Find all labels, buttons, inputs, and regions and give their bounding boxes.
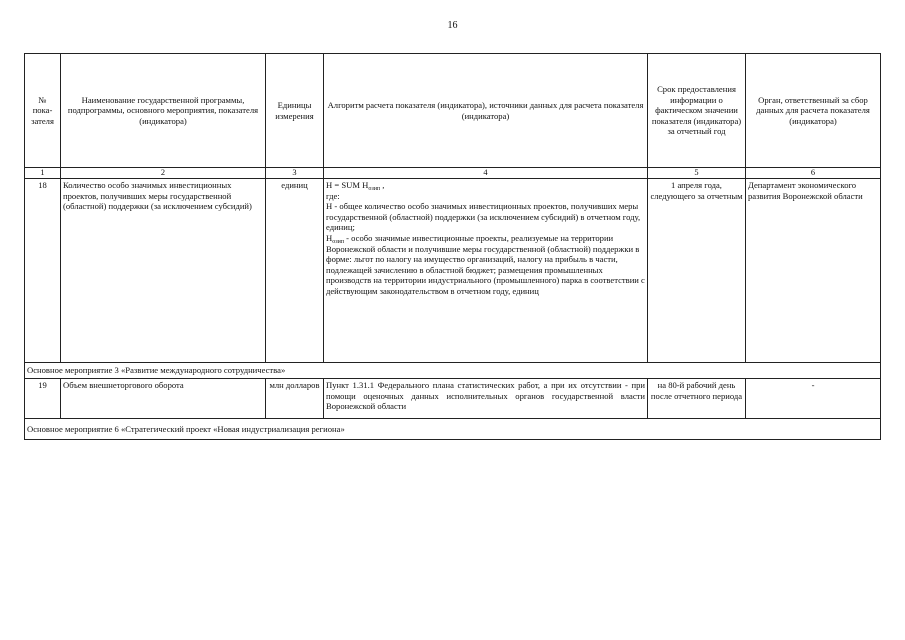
section-row (25, 363, 881, 379)
column-number: 4 (324, 168, 648, 179)
indicator-name: Количество особо значимых инвестиционных проектов, получивших меры государственной (областной) поддержки (за исключением субсидий) (61, 179, 266, 363)
hozip-symbol: H (326, 232, 333, 243)
header-unit: Единицы измерения (266, 54, 324, 168)
where-label: где: (326, 190, 340, 201)
responsible-organ: - (746, 379, 881, 419)
column-number: 2 (61, 168, 266, 179)
section-row (25, 419, 881, 440)
column-number: 3 (266, 168, 324, 179)
formula (326, 180, 645, 191)
hozip-text: - особо значимые инвестиционные проекты, реализуемые на территории Воронежской области и получившие меры государственной (областной) поддержки в форме: льгот по налогу на имущество организаций, налогу на прибыль в части, подлежащей зачислению в областной бюджет; размещения промышленных производств на территории индустриального (промышленного) парка в соответствии с действующим законодательством в отчетном году, единиц (326, 232, 645, 296)
unit-of-measure: единиц (266, 179, 324, 363)
formula-tail: , (380, 180, 385, 190)
header-deadline: Срок предоставления информации о фактическом значении показателя (индикатора) за отчетный год (648, 54, 746, 168)
column-numbers-row (25, 168, 881, 179)
calculation-algorithm: Пункт 1.31.1 Федерального плана статистических работ, а при их отсутствии - при помощи оценочных данных исполнительных органов государственной власти Воронежской области (324, 379, 648, 419)
column-number: 6 (746, 168, 881, 179)
table-row (25, 379, 881, 419)
header-name: Наименование государственной программы, подпрограммы, основного мероприятия, показателя (индикатора) (61, 54, 266, 168)
header-number: № пока-зателя (25, 54, 61, 168)
hozip-subscript: озип (332, 238, 345, 245)
formula-main: H = SUM H (326, 180, 369, 190)
reporting-deadline: на 80-й рабочий день после отчетного периода (648, 379, 746, 419)
indicator-name: Объем внешнеторгового оборота (61, 379, 266, 419)
hozip-definition (326, 233, 645, 297)
responsible-organ: Департамент экономического развития Воронежской области (746, 179, 881, 363)
table-header-row (25, 54, 881, 168)
page-number: 16 (447, 20, 458, 31)
row-number: 19 (25, 379, 61, 419)
indicators-table (24, 53, 881, 440)
unit-of-measure: млн долларов (266, 379, 324, 419)
reporting-deadline: 1 апреля года, следующего за отчетным (648, 179, 746, 363)
calculation-algorithm (324, 179, 648, 363)
column-number: 1 (25, 168, 61, 179)
section-title: Основное мероприятие 3 «Развитие международного сотрудничества» (25, 363, 881, 379)
formula-subscript: озип (368, 186, 381, 192)
column-number: 5 (648, 168, 746, 179)
header-algorithm: Алгоритм расчета показателя (индикатора), источники данных для расчета показателя (индикатора) (324, 54, 648, 168)
section-title: Основное мероприятие 6 «Стратегический проект «Новая индустриализация региона» (25, 419, 881, 440)
header-organ: Орган, ответственный за сбор данных для расчета показателя (индикатора) (746, 54, 881, 168)
row-number: 18 (25, 179, 61, 363)
table-row (25, 179, 881, 363)
h-definition: H - общее количество особо значимых инвестиционных проектов, получивших меры государственной (областной) поддержки (за исключением субсидий) в отчетном году, единиц; (326, 201, 641, 233)
